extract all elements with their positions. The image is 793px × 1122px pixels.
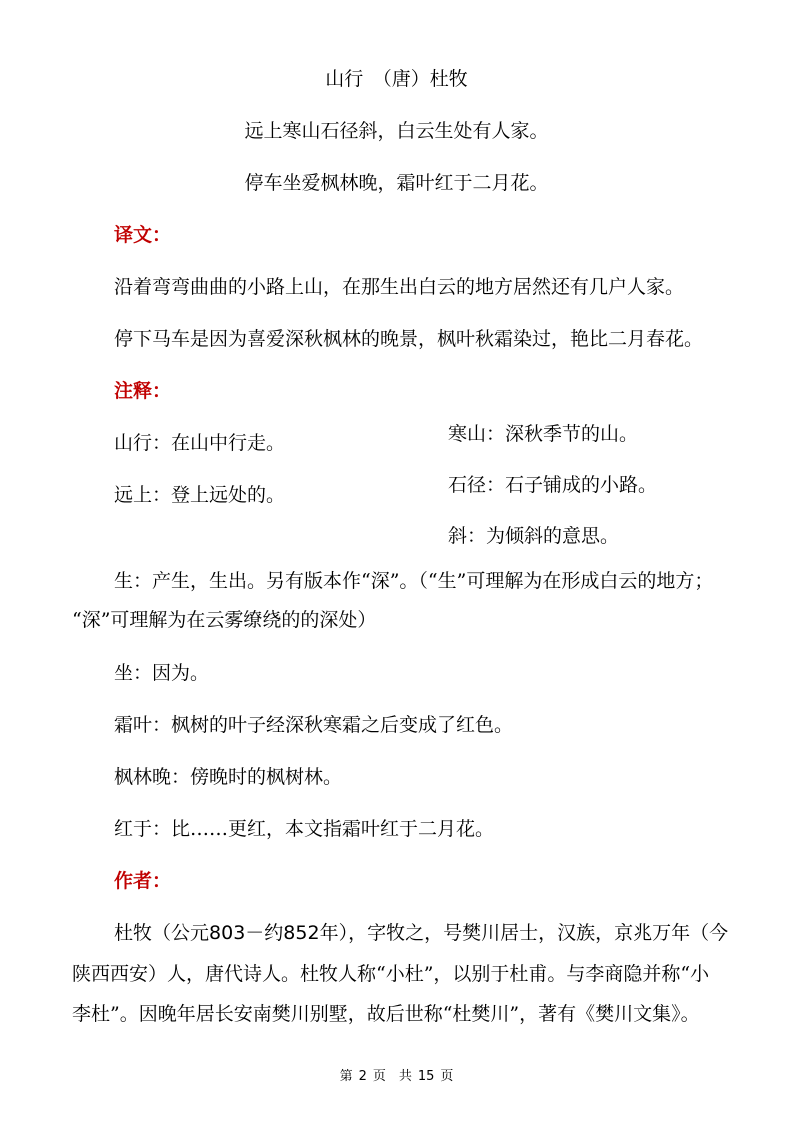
footer-total-pages: 15 [417,1069,435,1084]
death-year: 852 [283,922,320,944]
note-sheng-line-1: 生：产生，生出。另有版本作“深”。（“生”可理解为在形成白云的地方； [114,570,714,592]
note-sheng-line-2: “深”可理解为在云雾缭绕的的深处） [72,609,377,631]
note-hanshan: 寒山：深秋季节的山。 [448,423,639,445]
author-line-1-part-a: 杜牧（公元 [114,922,210,944]
note-hongyu: 红于：比……更红，本文指霜叶红于二月花。 [114,818,495,840]
birth-year: 803 [209,922,246,944]
notes-heading: 注释： [114,380,172,402]
note-zuo: 坐：因为。 [114,662,210,684]
author-line-1 [114,920,728,946]
footer-page-label-mid: 页 共 [372,1069,412,1084]
page-footer [0,1068,793,1086]
note-yuanshang: 远上：登上远处的。 [114,484,286,506]
footer-page-number: 2 [358,1069,367,1084]
author-heading: 作者： [114,870,172,892]
note-shanxing: 山行：在山中行走。 [114,432,286,454]
note-fenglinwan: 枫林晚：傍晚时的枫树林。 [114,766,343,788]
poem-title: 山行 （唐）杜牧 [325,68,468,90]
author-line-2: 陕西西安）人，唐代诗人。杜牧人称“小杜”，以别于杜甫。与李商隐并称“小 [72,963,710,985]
translation-line-2: 停下马车是因为喜爱深秋枫林的晚景，枫叶秋霜染过，艳比二月春花。 [114,328,704,350]
author-line-1-part-c: 年），字牧之，号樊川居士，汉族，京兆万年（今 [319,922,729,944]
author-line-3: 李杜”。因晚年居长安南樊川别墅，故后世称“杜樊川”，著有《樊川文集》。 [72,1003,700,1025]
footer-page-label-pre: 第 [339,1069,353,1084]
note-xie: 斜：为倾斜的意思。 [448,525,620,547]
footer-page-label-post: 页 [440,1069,454,1084]
poem-line-1: 远上寒山石径斜，白云生处有人家。 [244,120,549,142]
author-line-1-part-b: －约 [245,922,284,944]
poem-line-2: 停车坐爱枫林晚，霜叶红于二月花。 [244,172,549,194]
note-shuangye: 霜叶：枫树的叶子经深秋寒霜之后变成了红色。 [114,714,514,736]
translation-heading: 译文： [114,224,172,246]
translation-line-1: 沿着弯弯曲曲的小路上山，在那生出白云的地方居然还有几户人家。 [114,276,685,298]
note-shijing: 石径：石子铺成的小路。 [448,474,658,496]
